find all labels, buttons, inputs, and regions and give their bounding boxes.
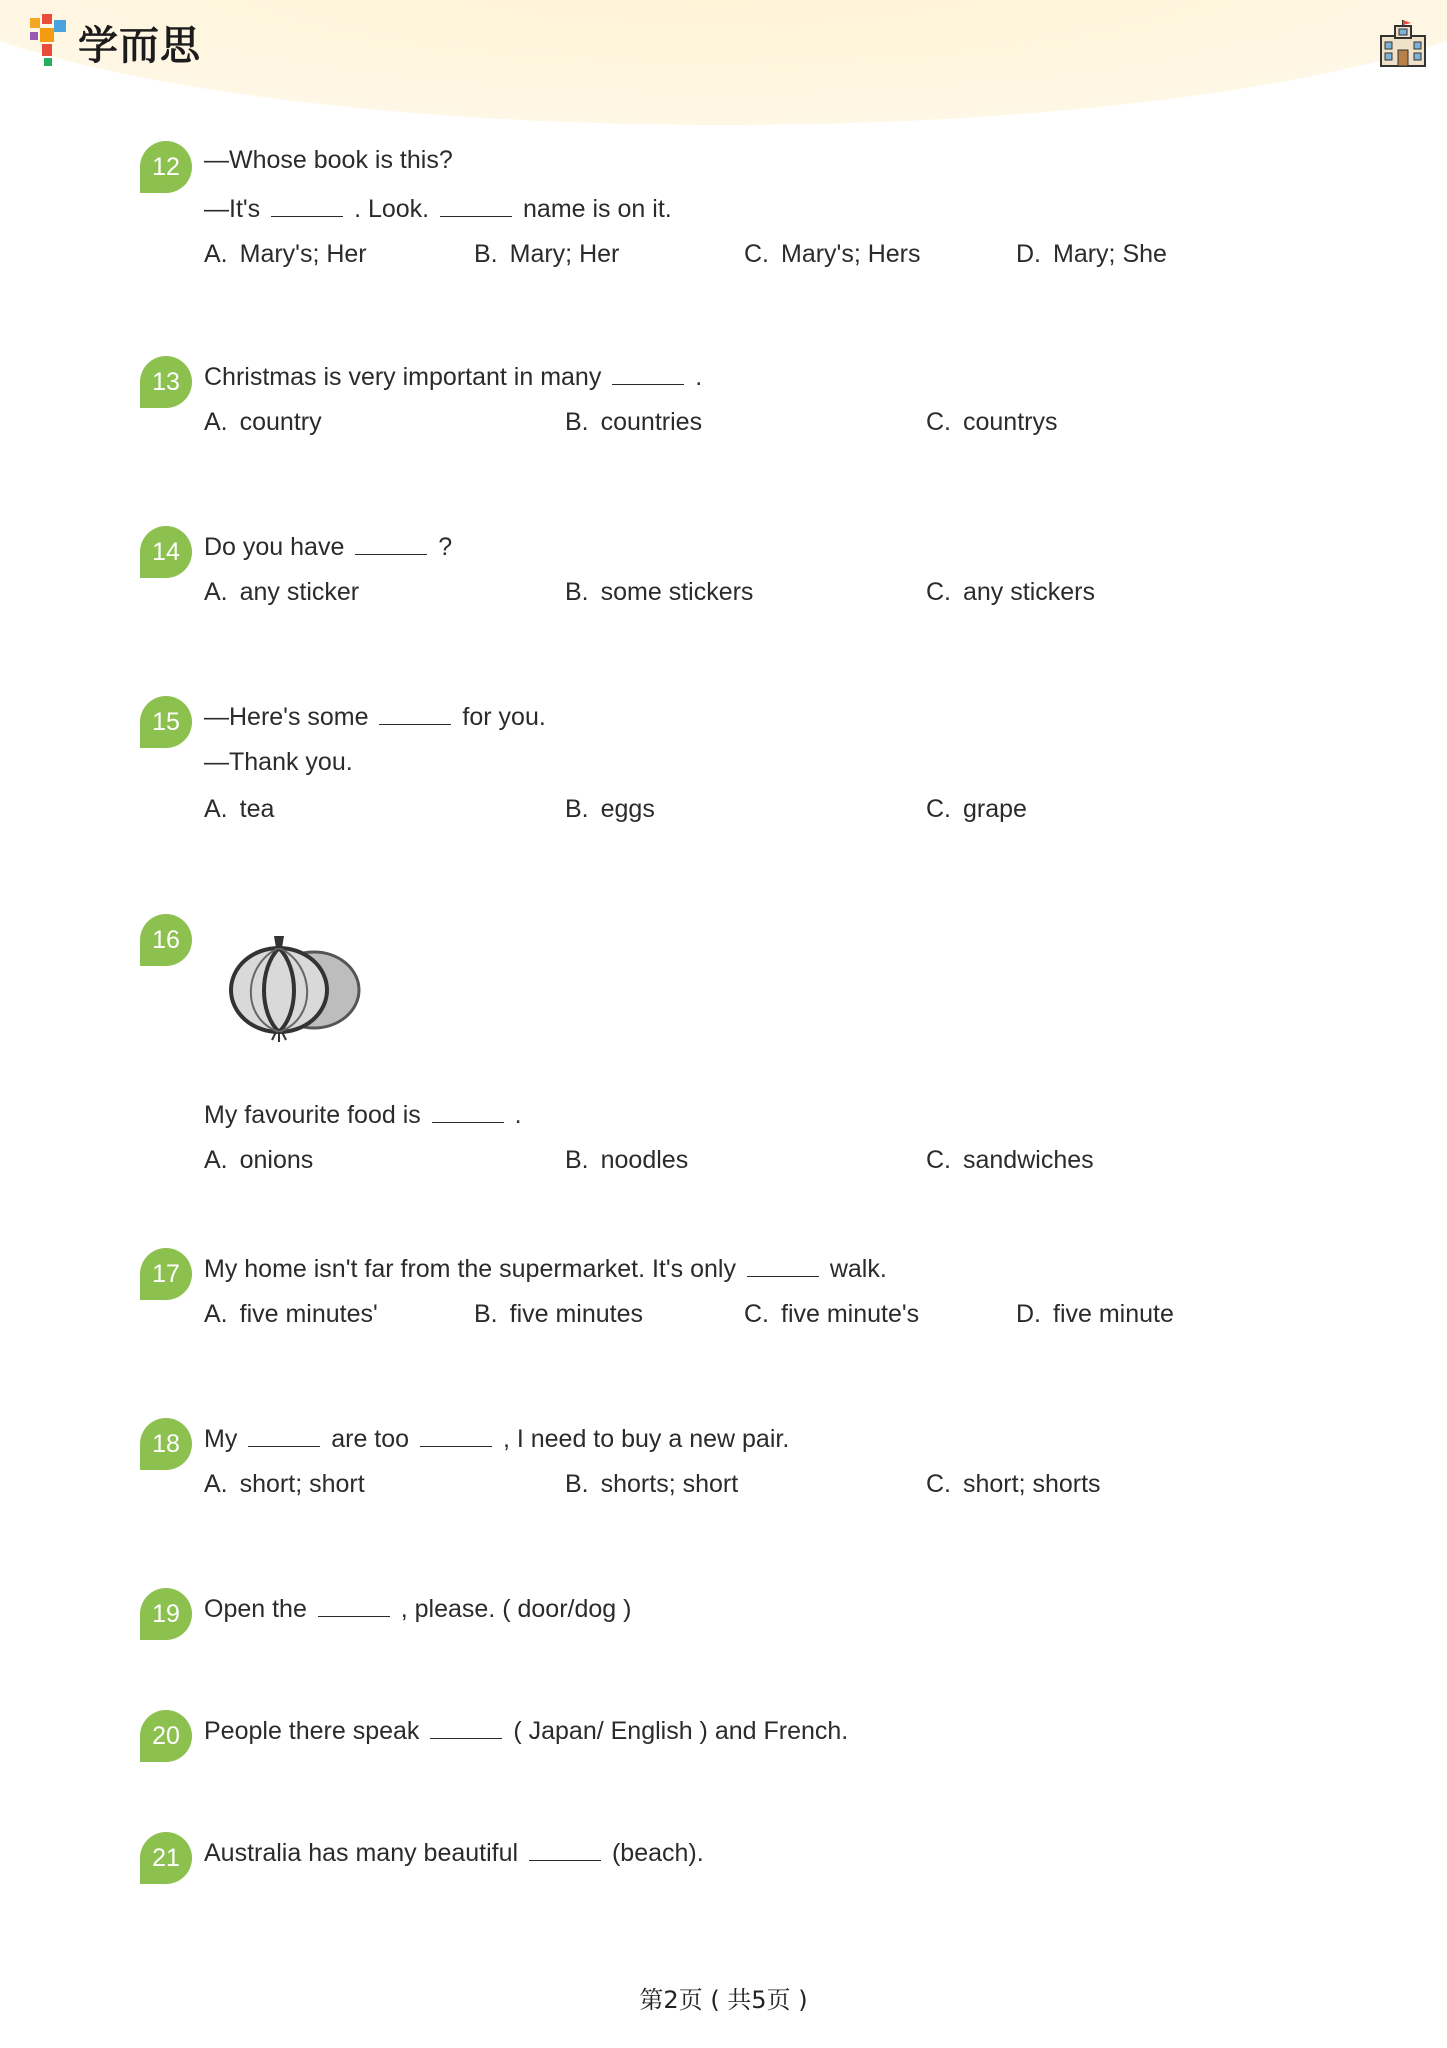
option-letter: C. xyxy=(926,795,951,823)
question-text: Christmas is very important in many xyxy=(204,363,609,391)
question-text: ? xyxy=(431,533,453,561)
option-text: tea xyxy=(239,795,275,823)
option-letter: C. xyxy=(744,240,769,268)
option-text: sandwiches xyxy=(963,1146,1094,1174)
option-letter: A. xyxy=(204,578,228,606)
option-a[interactable] xyxy=(204,794,274,824)
option-a[interactable] xyxy=(204,239,367,269)
option-b[interactable] xyxy=(565,1469,738,1499)
option-text: five minute xyxy=(1053,1300,1174,1328)
option-b[interactable] xyxy=(565,794,655,824)
logo xyxy=(28,12,201,72)
answer-blank[interactable] xyxy=(248,1422,320,1447)
option-text: Mary's; Her xyxy=(239,240,367,268)
question-text: , I need to buy a new pair. xyxy=(496,1425,790,1453)
option-text: any stickers xyxy=(963,578,1095,606)
option-letter: B. xyxy=(565,408,589,436)
option-text: countries xyxy=(600,408,703,436)
option-text: some stickers xyxy=(600,578,754,606)
option-letter: C. xyxy=(926,578,951,606)
question-text-line xyxy=(204,1836,704,1868)
question-text: My favourite food is xyxy=(204,1101,428,1129)
option-letter: D. xyxy=(1016,240,1041,268)
option-text: country xyxy=(239,408,322,436)
option-a[interactable] xyxy=(204,577,359,607)
question-text: My home isn't far from the supermarket. It's only xyxy=(204,1255,743,1283)
option-text: grape xyxy=(963,795,1027,823)
option-letter: D. xyxy=(1016,1300,1041,1328)
option-letter: C. xyxy=(926,408,951,436)
question-text-line xyxy=(204,1592,631,1624)
question-text: . xyxy=(507,1101,522,1129)
question-number-badge: 15 xyxy=(140,696,192,748)
question-text-line xyxy=(204,192,672,224)
answer-blank[interactable] xyxy=(430,1714,502,1739)
question-text: walk. xyxy=(822,1255,887,1283)
question-text-line xyxy=(204,1098,522,1130)
option-b[interactable] xyxy=(565,1145,688,1175)
option-c[interactable] xyxy=(744,239,921,269)
option-letter: A. xyxy=(204,795,228,823)
option-letter: B. xyxy=(474,1300,498,1328)
question-number-badge: 18 xyxy=(140,1418,192,1470)
question-text-line xyxy=(204,1422,789,1454)
option-c[interactable] xyxy=(926,1145,1094,1175)
answer-blank[interactable] xyxy=(355,530,427,555)
option-letter: B. xyxy=(565,1470,589,1498)
page-number: 第2页 ( 共5页 ) xyxy=(639,1986,808,2014)
question-text: Do you have xyxy=(204,533,352,561)
question-text: —It's xyxy=(204,195,268,223)
option-letter: B. xyxy=(565,795,589,823)
logo-text: 学而思 xyxy=(78,22,201,69)
option-a[interactable] xyxy=(204,1145,313,1175)
question-text: . Look. xyxy=(347,195,437,223)
option-b[interactable] xyxy=(474,239,619,269)
answer-blank[interactable] xyxy=(432,1098,504,1123)
option-text: five minutes' xyxy=(239,1300,378,1328)
question-text: name is on it. xyxy=(516,195,672,223)
option-text: shorts; short xyxy=(600,1470,739,1498)
question-text-line xyxy=(204,1714,848,1746)
option-d[interactable] xyxy=(1016,1299,1174,1329)
question-number-badge: 14 xyxy=(140,526,192,578)
option-letter: C. xyxy=(926,1470,951,1498)
question-text: People there speak xyxy=(204,1717,427,1745)
option-text: eggs xyxy=(600,795,655,823)
question-number-badge: 19 xyxy=(140,1588,192,1640)
option-letter: C. xyxy=(926,1146,951,1174)
option-letter: B. xyxy=(474,240,498,268)
question-number-badge: 13 xyxy=(140,356,192,408)
option-b[interactable] xyxy=(565,407,702,437)
option-a[interactable] xyxy=(204,1469,365,1499)
option-c[interactable] xyxy=(926,577,1095,607)
question-text-line xyxy=(204,360,702,392)
option-text: short; shorts xyxy=(963,1470,1101,1498)
question-text-line xyxy=(204,530,452,562)
option-c[interactable] xyxy=(926,407,1057,437)
answer-blank[interactable] xyxy=(612,360,684,385)
question-text: Open the xyxy=(204,1595,314,1623)
question-number-badge: 17 xyxy=(140,1248,192,1300)
option-a[interactable] xyxy=(204,1299,378,1329)
option-text: short; short xyxy=(239,1470,365,1498)
header-band xyxy=(0,0,1447,125)
answer-blank[interactable] xyxy=(529,1836,601,1861)
question-text: —Thank you. xyxy=(204,748,353,776)
option-c[interactable] xyxy=(744,1299,919,1329)
question-number-badge: 12 xyxy=(140,141,192,193)
option-text: any sticker xyxy=(239,578,360,606)
option-letter: A. xyxy=(204,240,228,268)
option-text: five minute's xyxy=(781,1300,920,1328)
question-number-badge: 16 xyxy=(140,914,192,966)
option-letter: A. xyxy=(204,408,228,436)
question-text: Australia has many beautiful xyxy=(204,1839,526,1867)
option-a[interactable] xyxy=(204,407,322,437)
school-building-icon xyxy=(1377,18,1429,70)
question-text-line xyxy=(204,1252,887,1284)
onion-picture xyxy=(204,908,384,1058)
option-text: five minutes xyxy=(509,1300,644,1328)
question-text: (beach). xyxy=(605,1839,704,1867)
option-letter: C. xyxy=(744,1300,769,1328)
question-number-badge: 20 xyxy=(140,1710,192,1762)
question-text: . xyxy=(688,363,703,391)
question-text: for you. xyxy=(455,703,546,731)
option-text: countrys xyxy=(963,408,1058,436)
question-text: are too xyxy=(324,1425,417,1453)
option-text: Mary; Her xyxy=(509,240,620,268)
option-text: Mary; She xyxy=(1053,240,1167,268)
option-text: Mary's; Hers xyxy=(781,240,921,268)
answer-blank[interactable] xyxy=(440,192,512,217)
option-c[interactable] xyxy=(926,794,1027,824)
question-text: , please. ( door/dog ) xyxy=(393,1595,632,1623)
option-text: noodles xyxy=(600,1146,689,1174)
question-text-line xyxy=(204,145,453,175)
question-text: ( Japan/ English ) and French. xyxy=(506,1717,849,1745)
option-letter: A. xyxy=(204,1470,228,1498)
option-letter: B. xyxy=(565,1146,589,1174)
question-text: —Here's some xyxy=(204,703,376,731)
question-text: —Whose book is this? xyxy=(204,146,453,174)
answer-blank[interactable] xyxy=(318,1592,390,1617)
question-number-badge: 21 xyxy=(140,1832,192,1884)
answer-blank[interactable] xyxy=(379,700,451,725)
answer-blank[interactable] xyxy=(271,192,343,217)
option-text: onions xyxy=(239,1146,314,1174)
question-text: My xyxy=(204,1425,245,1453)
option-letter: B. xyxy=(565,578,589,606)
answer-blank[interactable] xyxy=(747,1252,819,1277)
option-b[interactable] xyxy=(474,1299,643,1329)
question-text-line xyxy=(204,700,546,732)
option-d[interactable] xyxy=(1016,239,1167,269)
option-c[interactable] xyxy=(926,1469,1101,1499)
option-letter: A. xyxy=(204,1146,228,1174)
question-text-line xyxy=(204,747,353,777)
option-letter: A. xyxy=(204,1300,228,1328)
option-b[interactable] xyxy=(565,577,753,607)
answer-blank[interactable] xyxy=(420,1422,492,1447)
tal-logo-icon xyxy=(28,14,70,70)
